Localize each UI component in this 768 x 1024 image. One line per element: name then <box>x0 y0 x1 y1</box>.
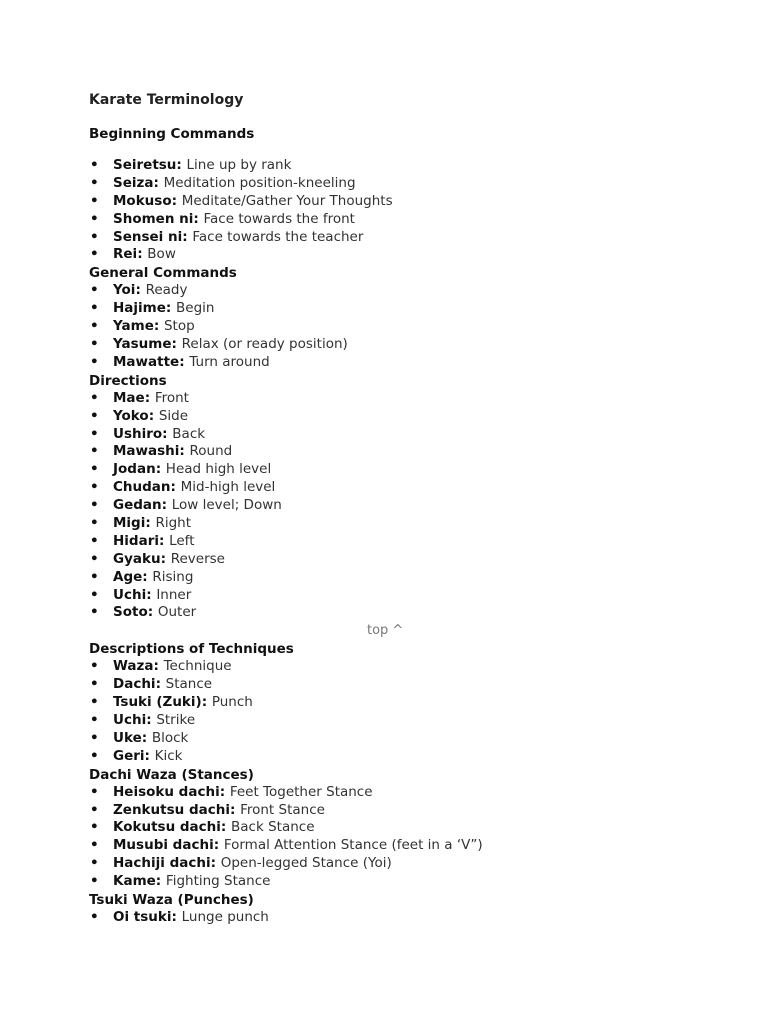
term-separator: : <box>137 246 148 263</box>
list-item <box>89 443 709 461</box>
term-name: Mawatte <box>113 353 180 370</box>
term-definition: Side <box>158 407 189 424</box>
term-definition: Reverse <box>170 550 225 567</box>
list-item <box>89 569 709 587</box>
list-item <box>89 408 709 426</box>
term-separator: : <box>145 515 156 532</box>
bullet-icon: • <box>90 425 99 442</box>
term-separator: : <box>135 282 146 299</box>
term-name: Uchi <box>113 586 147 603</box>
list-item <box>89 479 709 497</box>
term-separator: : <box>176 157 187 173</box>
term-name: Chudan <box>113 479 171 496</box>
list-item <box>89 802 709 820</box>
term-definition: Block <box>151 729 189 746</box>
term-definition: Low level; Down <box>171 497 282 514</box>
term-list <box>89 784 709 891</box>
bullet-icon: • <box>90 855 99 872</box>
term-name: Yoko <box>113 407 149 424</box>
list-item <box>89 515 709 533</box>
list-item <box>89 497 709 515</box>
section-heading: Descriptions of Techniques <box>89 641 294 658</box>
term-name: Jodan <box>113 461 156 478</box>
terminology-sections <box>89 125 709 927</box>
term-definition: Mid-high level <box>180 479 276 496</box>
term-definition: Rising <box>152 568 194 585</box>
term-definition: Formal Attention Stance (feet in a ‘V”) <box>223 837 483 854</box>
term-separator: : <box>165 300 176 317</box>
term-name: Hidari <box>113 532 159 549</box>
term-separator: : <box>210 855 221 872</box>
list-item <box>89 229 709 247</box>
list-item <box>89 282 709 300</box>
term-definition: Begin <box>176 300 215 317</box>
bullet-icon: • <box>90 676 99 693</box>
term-separator: : <box>144 389 155 406</box>
term-definition: Meditate/Gather Your Thoughts <box>181 192 393 209</box>
term-name: Waza <box>113 658 154 675</box>
term-separator: : <box>170 479 181 496</box>
term-name: Tsuki (Zuki) <box>113 694 202 711</box>
term-separator: : <box>141 729 152 746</box>
bullet-icon: • <box>90 711 99 728</box>
list-item <box>89 748 709 766</box>
term-name: Heisoku dachi <box>113 783 220 800</box>
list-item <box>89 837 709 855</box>
term-definition: Back <box>172 425 206 442</box>
list-item <box>89 551 709 569</box>
bullet-icon: • <box>90 174 99 191</box>
bullet-icon: • <box>90 694 99 711</box>
list-item <box>89 730 709 748</box>
term-definition: Meditation position-kneeling <box>163 174 356 191</box>
term-name: Seiza <box>113 174 154 191</box>
term-separator: : <box>153 658 164 675</box>
list-item <box>89 211 709 229</box>
bullet-icon: • <box>90 658 99 675</box>
bullet-icon: • <box>90 479 99 496</box>
term-list <box>89 390 709 623</box>
term-separator: : <box>155 873 166 890</box>
term-separator: : <box>146 586 157 603</box>
page-title: Karate Terminology <box>89 92 244 108</box>
term-separator: : <box>146 711 157 728</box>
bullet-icon: • <box>90 532 99 549</box>
term-separator: : <box>229 801 241 818</box>
term-name: Gyaku <box>113 550 161 567</box>
term-name: Kame <box>113 873 156 890</box>
term-separator: : <box>148 407 159 424</box>
term-definition: Line up by rank <box>186 157 292 173</box>
term-name: Geri <box>113 747 145 764</box>
term-list <box>89 157 709 264</box>
term-separator: : <box>213 837 224 854</box>
bullet-icon: • <box>90 515 99 532</box>
term-definition: Head high level <box>165 461 272 478</box>
list-item <box>89 819 709 837</box>
term-definition: Right <box>155 515 192 532</box>
term-definition: Face towards the teacher <box>192 228 364 245</box>
list-item <box>89 604 709 622</box>
bullet-icon: • <box>90 497 99 514</box>
term-name: Zenkutsu dachi <box>113 801 230 818</box>
term-separator: : <box>201 694 212 711</box>
term-definition: Relax (or ready position) <box>181 336 348 353</box>
term-separator: : <box>158 532 170 549</box>
term-definition: Outer <box>157 604 197 621</box>
bullet-icon: • <box>90 336 99 353</box>
term-definition: Round <box>189 443 233 460</box>
term-name: Soto <box>113 604 148 621</box>
term-name: Uchi <box>113 711 147 728</box>
term-definition: Technique <box>163 658 232 675</box>
term-definition: Left <box>169 532 195 549</box>
section-heading: Directions <box>89 372 167 389</box>
term-separator: : <box>179 443 190 460</box>
term-name: Kokutsu dachi <box>113 819 221 836</box>
list-item <box>89 533 709 551</box>
list-item <box>89 354 709 372</box>
list-item <box>89 784 709 802</box>
list-item <box>89 712 709 730</box>
term-definition: Bow <box>147 246 176 263</box>
section-heading: Beginning Commands <box>89 126 255 142</box>
list-item <box>89 658 709 676</box>
bullet-icon: • <box>90 783 99 800</box>
section-heading: Dachi Waza (Stances) <box>89 766 254 783</box>
term-separator: : <box>144 747 155 764</box>
term-definition: Strike <box>156 711 196 728</box>
section-heading: General Commands <box>89 265 237 282</box>
term-name: Hajime <box>113 300 166 317</box>
term-definition: Stop <box>163 318 195 335</box>
bullet-icon: • <box>90 318 99 335</box>
list-item <box>89 855 709 873</box>
term-definition: Kick <box>154 747 183 764</box>
term-name: Migi <box>113 515 146 532</box>
term-separator: : <box>179 353 190 370</box>
term-definition: Front <box>154 389 189 406</box>
list-item <box>89 193 709 211</box>
term-definition: Punch <box>211 694 253 711</box>
term-name: Mawashi <box>113 443 180 460</box>
list-item <box>89 318 709 336</box>
bullet-icon: • <box>90 837 99 854</box>
term-name: Musubi dachi <box>113 837 214 854</box>
term-separator: : <box>161 497 172 514</box>
bullet-icon: • <box>90 407 99 424</box>
term-definition: Face towards the front <box>203 210 355 227</box>
term-name: Yoi <box>113 282 136 299</box>
list-item <box>89 587 709 605</box>
term-name: Rei <box>113 246 138 263</box>
term-separator: : <box>142 568 153 585</box>
section-heading: Tsuki Waza (Punches) <box>89 891 254 908</box>
term-definition: Front Stance <box>240 801 325 818</box>
bullet-icon: • <box>90 300 99 317</box>
term-name: Uke <box>113 729 142 746</box>
term-name: Seiretsu <box>113 157 177 173</box>
term-definition: Turn around <box>189 353 270 370</box>
bullet-icon: • <box>90 389 99 406</box>
term-name: Yasume <box>113 336 172 353</box>
term-separator: : <box>155 676 166 693</box>
term-separator: : <box>153 318 164 335</box>
bullet-icon: • <box>90 228 99 245</box>
term-separator: : <box>155 461 166 478</box>
list-item <box>89 909 709 927</box>
term-list <box>89 909 709 927</box>
term-definition: Fighting Stance <box>165 873 271 890</box>
bullet-icon: • <box>90 908 99 925</box>
term-separator: : <box>153 174 164 191</box>
term-definition: Open-legged Stance (Yoi) <box>220 855 392 872</box>
term-name: Ushiro <box>113 425 163 442</box>
document-page <box>89 90 709 927</box>
bullet-icon: • <box>90 461 99 478</box>
bullet-icon: • <box>90 801 99 818</box>
term-separator: : <box>182 228 193 245</box>
list-item <box>89 157 709 175</box>
list-item <box>89 390 709 408</box>
term-name: Age <box>113 568 143 585</box>
term-list <box>89 658 709 765</box>
list-item <box>89 873 709 891</box>
bullet-icon: • <box>90 747 99 764</box>
term-name: Yame <box>113 318 154 335</box>
bullet-icon: • <box>90 282 99 299</box>
bullet-icon: • <box>90 157 99 173</box>
bullet-icon: • <box>90 246 99 263</box>
term-definition: Ready <box>145 282 188 299</box>
bullet-icon: • <box>90 210 99 227</box>
list-item <box>89 300 709 318</box>
term-definition: Inner <box>156 586 192 603</box>
bullet-icon: • <box>90 729 99 746</box>
bullet-icon: • <box>90 819 99 836</box>
term-name: Hachiji dachi <box>113 855 211 872</box>
bullet-icon: • <box>90 443 99 460</box>
term-separator: : <box>171 908 182 925</box>
term-name: Mae <box>113 389 145 406</box>
back-to-top-link[interactable]: top ^ <box>367 623 404 639</box>
list-item <box>89 175 709 193</box>
term-name: Dachi <box>113 676 156 693</box>
bullet-icon: • <box>90 586 99 603</box>
term-definition: Lunge punch <box>181 908 269 925</box>
term-separator: : <box>193 210 204 227</box>
term-definition: Stance <box>165 676 213 693</box>
term-list <box>89 282 709 371</box>
bullet-icon: • <box>90 353 99 370</box>
bullet-icon: • <box>90 550 99 567</box>
term-separator: : <box>147 604 158 621</box>
list-item <box>89 426 709 444</box>
term-separator: : <box>171 192 182 209</box>
list-item <box>89 694 709 712</box>
term-name: Oi tsuki <box>113 908 172 925</box>
bullet-icon: • <box>90 192 99 209</box>
term-definition: Feet Together Stance <box>229 783 373 800</box>
term-definition: Back Stance <box>231 819 315 836</box>
list-item <box>89 246 709 264</box>
term-name: Gedan <box>113 497 162 514</box>
term-name: Mokuso <box>113 192 172 209</box>
bullet-icon: • <box>90 568 99 585</box>
term-separator: : <box>162 425 173 442</box>
term-name: Sensei ni <box>113 228 183 245</box>
list-item <box>89 676 709 694</box>
term-separator: : <box>160 550 171 567</box>
list-item <box>89 461 709 479</box>
term-separator: : <box>171 336 182 353</box>
term-name: Shomen ni <box>113 210 194 227</box>
list-item <box>89 336 709 354</box>
term-separator: : <box>219 783 230 800</box>
term-separator: : <box>220 819 232 836</box>
bullet-icon: • <box>90 873 99 890</box>
bullet-icon: • <box>90 604 99 621</box>
